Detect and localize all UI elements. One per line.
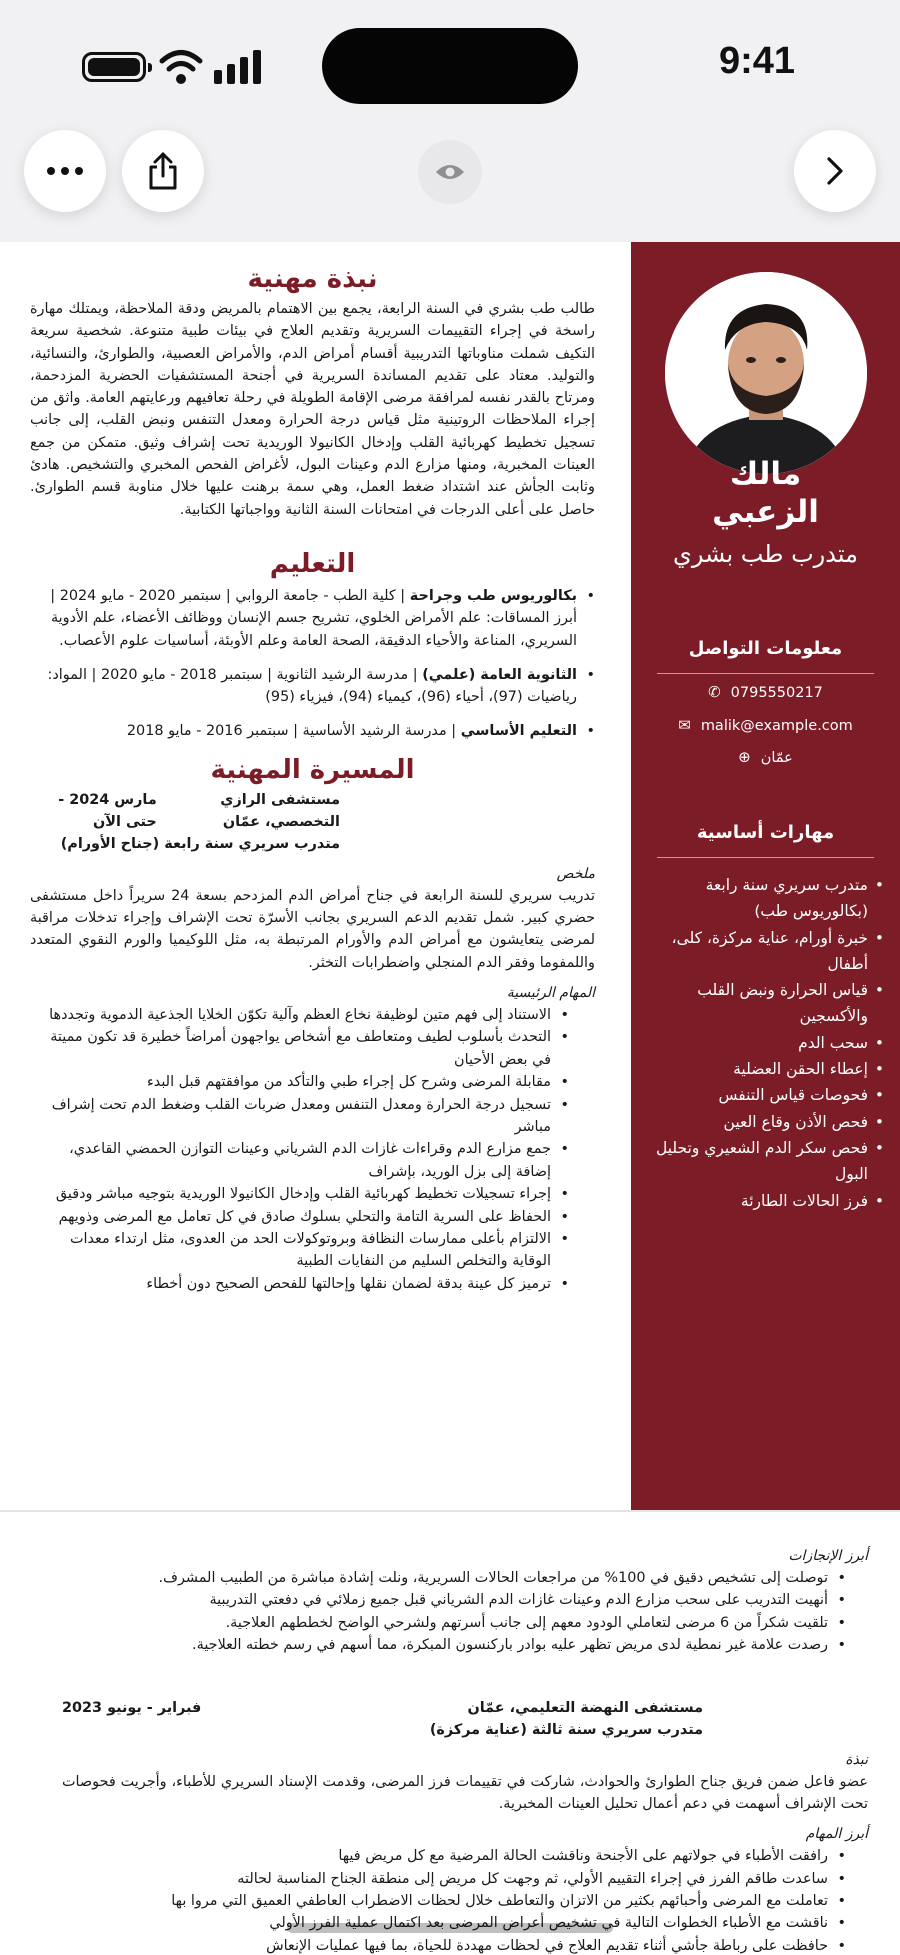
job1-tasks-list	[30, 1004, 595, 1295]
share-button[interactable]	[122, 130, 204, 212]
task-item: • الالتزام بأعلى ممارسات النظافة وبروتوكولات الحد من العدوى، مثل ارتداء معدات الوقاية والتخلص السليم من النفايات الطبية	[30, 1228, 569, 1273]
education-item	[30, 720, 595, 742]
skill-item: • قياس الحرارة ونبض القلب والأكسجين	[647, 977, 884, 1030]
resume-sidebar	[631, 242, 900, 1510]
job1-tasks-label: المهام الرئيسية	[506, 984, 595, 1001]
resume-main	[30, 264, 595, 1295]
task-item: • حافظت على رباطة جأشي أثناء تقديم العلاج في لحظات مهددة للحياة، بما فيها عمليات الإنعاش	[62, 1935, 846, 1955]
resume-page	[0, 242, 900, 1510]
more-icon	[45, 166, 85, 176]
task-item: • تعاملت مع المرضى وأحبائهم بكثير من الاتزان والتعاطف خلال لحظات الاضطراب العاطفي العميق التي مروا بها	[62, 1890, 846, 1912]
job1-achievements-list	[62, 1567, 868, 1657]
page-divider	[0, 1510, 900, 1512]
share-icon	[146, 151, 180, 191]
contact-heading: معلومات التواصل	[657, 638, 874, 674]
task-item: • التحدث بأسلوب لطيف ومتعاطف مع أشخاص يواجهون أمراضاً خطيرة قد تكون مميتة في بعض الأحيان	[30, 1026, 569, 1071]
profile-heading: نبذة مهنية	[247, 264, 378, 294]
task-item: • ترميز كل عينة بدقة لضمان نقلها وإحالتها للفحص الصحيح دون أخطاء	[30, 1273, 569, 1295]
dynamic-island	[322, 28, 578, 104]
job2-role: متدرب سريري سنة ثالثة (عناية مركزة)	[429, 1721, 703, 1738]
contact-location	[631, 748, 900, 766]
skills-heading: مهارات أساسية	[657, 822, 874, 858]
chevron-right-icon	[825, 155, 845, 187]
email-text: malik@example.com	[700, 718, 853, 734]
home-indicator	[287, 1923, 613, 1933]
achievement-item: • تلقيت شكراً من 6 مرضى لتعاملي الودود معهم إلى جانب أسرتهم ولشرحي الواضح لخططهم العلاجية.	[62, 1612, 846, 1634]
job2-summary: عضو فاعل ضمن فريق جناح الطوارئ والحوادث، شاركت في تقييمات فرز المرضى، وقدمت الإسناد السريري للأطباء، وأجريت فحوصات تحت الإشراف أسهمت في دعم أعمال تحليل العينات المخبرية.	[62, 1773, 868, 1812]
job2-header	[62, 1697, 868, 1719]
browser-chrome	[0, 0, 900, 242]
profile-text: طالب طب بشري في السنة الرابعة، يجمع بين الاهتمام بالمريض ودقة الملاحظة، ويمتلك مهارة راسخة في إجراء التقييمات السريرية وتقديم العلاج في بيئات طبية متنوعة. شخصية سريعة التكيف شملت مناوباتها التدريبية أقسام أمراض الدم، والأمراض العصبية، والطوارئ، والنسائية، والتوليد. معتاد على تقديم المساندة السريرية في أجنحة المستشفيات الحضرية المزدحمة، ومرتاح بالقدر نفسه لمرافقة مرضى الإقامة الطويلة في رحلة تعافيهم ورعايتهم العامة. واثق من إجراء الملاحظات الروتينية مثل قياس درجة الحرارة ومعدل التنفس ونبض القلب، إلى جانب تسجيل تخطيط كهربائية القلب وإدخال الكانيولا الوريدية تحت إشراف وثيق. متمكن من جمع العينات المخبرية، ومنها مزارع الدم وعينات البول، لأغراض الفحص المخبري والتشخيص. هادئ وثابت الجأش عند اشتداد ضغط العمل، وهي سمة برهنت عليها خلال مناوبة قسم الطوارئ. حاصل على أعلى الدرجات في امتحانات السنة الثانية وواجباتها الكتابية.	[30, 301, 595, 518]
education-details: | مدرسة الرشيد الأساسية | سبتمبر 2016 - مايو 2018	[126, 723, 461, 740]
candidate-role: متدرب طب بشري	[673, 540, 858, 568]
eye-icon	[434, 162, 466, 182]
achievement-item: • أنهيت التدريب على سحب مزارع الدم وعينات غازات الدم الشرياني قبل جميع زملائي في دفعتي التدريبية	[62, 1589, 846, 1611]
skill-item: • فحص سكر الدم الشعيري وتحليل البول	[647, 1135, 884, 1188]
skill-item: • خبرة أورام، عناية مركزة، كلى، أطفال	[647, 925, 884, 978]
job2-place: مستشفى النهضة التعليمي، عمّان	[467, 1699, 703, 1716]
skill-item: • إعطاء الحقن العضلية	[647, 1056, 884, 1082]
task-item: • الاستناد إلى فهم متين لوظيفة نخاع العظم وآلية تكوّن الخلايا الجذعية الدموية وتجددها	[30, 1004, 569, 1026]
job2-summary-label: نبذة	[845, 1751, 868, 1768]
achievement-item: • توصلت إلى تشخيص دقيق في 100% من مراجعات الحالات السريرية، ونلت إشادة مباشرة من الطبيب المشرف.	[62, 1567, 846, 1589]
skill-item: • فحوصات قياس التنفس	[647, 1082, 884, 1108]
reader-view-button[interactable]	[418, 140, 482, 204]
task-item: • ناقشت مع الأطباء الخطوات التالية في تشخيص أعراض المرضى بعد اكتمال عملية الفرز الأولي	[62, 1912, 846, 1934]
job1-date: مارس 2024 - حتى الآن	[58, 791, 157, 830]
profile-photo	[665, 272, 867, 474]
wifi-icon	[158, 48, 204, 86]
career-heading: المسيرة المهنية	[210, 754, 415, 785]
skill-item: • فرز الحالات الطارئة	[647, 1188, 884, 1214]
task-item: • إجراء تسجيلات تخطيط كهربائية القلب وإدخال الكانيولا الوريدية بتوجيه مباشر ودقيق	[30, 1183, 569, 1205]
job1-achievements-label: أبرز الإنجازات	[788, 1548, 868, 1564]
contact-phone[interactable]	[631, 683, 900, 701]
education-degree: بكالوريوس طب وجراحة	[409, 587, 577, 604]
task-item: • مقابلة المرضى وشرح كل إجراء طبي والتأكد من موافقتهم قبل البدء	[30, 1071, 569, 1093]
phone-icon: ✆	[708, 683, 721, 701]
avatar	[665, 272, 867, 474]
education-list	[30, 585, 595, 743]
education-degree: الثانوية العامة (علمي)	[422, 666, 577, 683]
achievement-item: • رصدت علامة غير نمطية لدى مريض تظهر عليه بوادر باركنسون المبكرة، مما أسهم في رسم خطته العلاجية.	[62, 1634, 846, 1656]
task-item: • رافقت الأطباء في جولاتهم على الأجنحة وناقشت الحالة المرضية مع كل مريض فيها	[62, 1845, 846, 1867]
location-text: عمّان	[760, 750, 793, 766]
skill-item: • متدرب سريري سنة رابعة (بكالوريوس طب)	[647, 872, 884, 925]
candidate-last-name: الزعبي	[712, 494, 819, 530]
education-degree: التعليم الأساسي	[460, 723, 577, 740]
job1-role: متدرب سريري سنة رابعة (جناح الأورام)	[60, 835, 340, 852]
job1-place: مستشفى الرازي التخصصي، عمّان	[220, 791, 340, 830]
status-time: 9:41	[718, 40, 796, 82]
task-item: • تسجيل درجة الحرارة ومعدل التنفس ومعدل ضربات القلب وضغط الدم تحت إشراف مباشر	[30, 1094, 569, 1139]
task-item: • ساعدت طاقم الفرز في إجراء التقييم الأولي، ثم وجهت كل مريض إلى منطقة الجناح المناسبة لحالته	[62, 1868, 846, 1890]
task-item: • الحفاظ على السرية التامة والتحلي بسلوك صادق في كل تعامل مع المرضى وذويهم	[30, 1206, 569, 1228]
job2-tasks-list	[62, 1845, 868, 1955]
resume-page-2	[62, 1545, 868, 1955]
education-heading: التعليم	[269, 548, 356, 579]
signal-icon	[214, 48, 264, 84]
forward-button[interactable]	[794, 130, 876, 212]
education-item	[30, 664, 595, 709]
job2-tasks-label: أبرز المهام	[805, 1826, 868, 1843]
skill-item: • فحص الأذن وقاع العين	[647, 1109, 884, 1135]
job1-header	[30, 789, 595, 833]
job1-summary-label: ملخص	[556, 865, 595, 882]
mail-icon: ✉	[678, 716, 691, 734]
task-item: • جمع مزارع الدم وقراءات غازات الدم الشرياني وعينات التوازن الحمضي القاعدي، إضافة إلى بزل الوريد، بإشراف	[30, 1138, 569, 1183]
battery-icon	[82, 52, 146, 82]
job1-summary: تدريب سريري للسنة الرابعة في جناح أمراض الدم المزدحم بسعة 24 سريراً داخل مستشفى حضري كبير. شمل تقديم الدعم السريري بجانب الأسرّة تحت الإشراف وإجراء تدخلات مراقبة لمرضى يتعايشون مع أمراض الدم والأورام المرتبطة به، مثل اللوكيميا والورم النقوي المتعدد واللمفوما وفقر الدم المنجلي واضطرابات التخثر.	[30, 887, 595, 971]
more-button[interactable]	[24, 130, 106, 212]
contact-email[interactable]	[631, 716, 900, 734]
job2-date: فبراير - يونيو 2023	[62, 1699, 202, 1716]
education-details: | كلية الطب - جامعة الروابي | سبتمبر 2020 - مايو 2024 | أبرز المساقات: علم الأمراض الخلوي، تشريح جسم الإنسان ووظائف الأعضاء، علم الأدوية السريري، المناعة والأحياء الدقيقة، الصحة العامة وعلم الأوبئة، أساسيات علوم الأعصاب.	[50, 587, 577, 649]
phone-text: 0795550217	[730, 685, 823, 701]
candidate-name	[631, 455, 900, 531]
education-details: | مدرسة الرشيد الثانوية | سبتمبر 2018 - مايو 2020 | المواد: رياضيات (97)، أحياء (96)، كيمياء (94)، فيزياء (95)	[47, 666, 577, 706]
skill-item: • سحب الدم	[647, 1030, 884, 1056]
education-item	[30, 585, 595, 652]
skills-list	[647, 872, 884, 1214]
candidate-first-name: مالك	[729, 456, 802, 492]
globe-icon: ⊕	[738, 748, 751, 766]
